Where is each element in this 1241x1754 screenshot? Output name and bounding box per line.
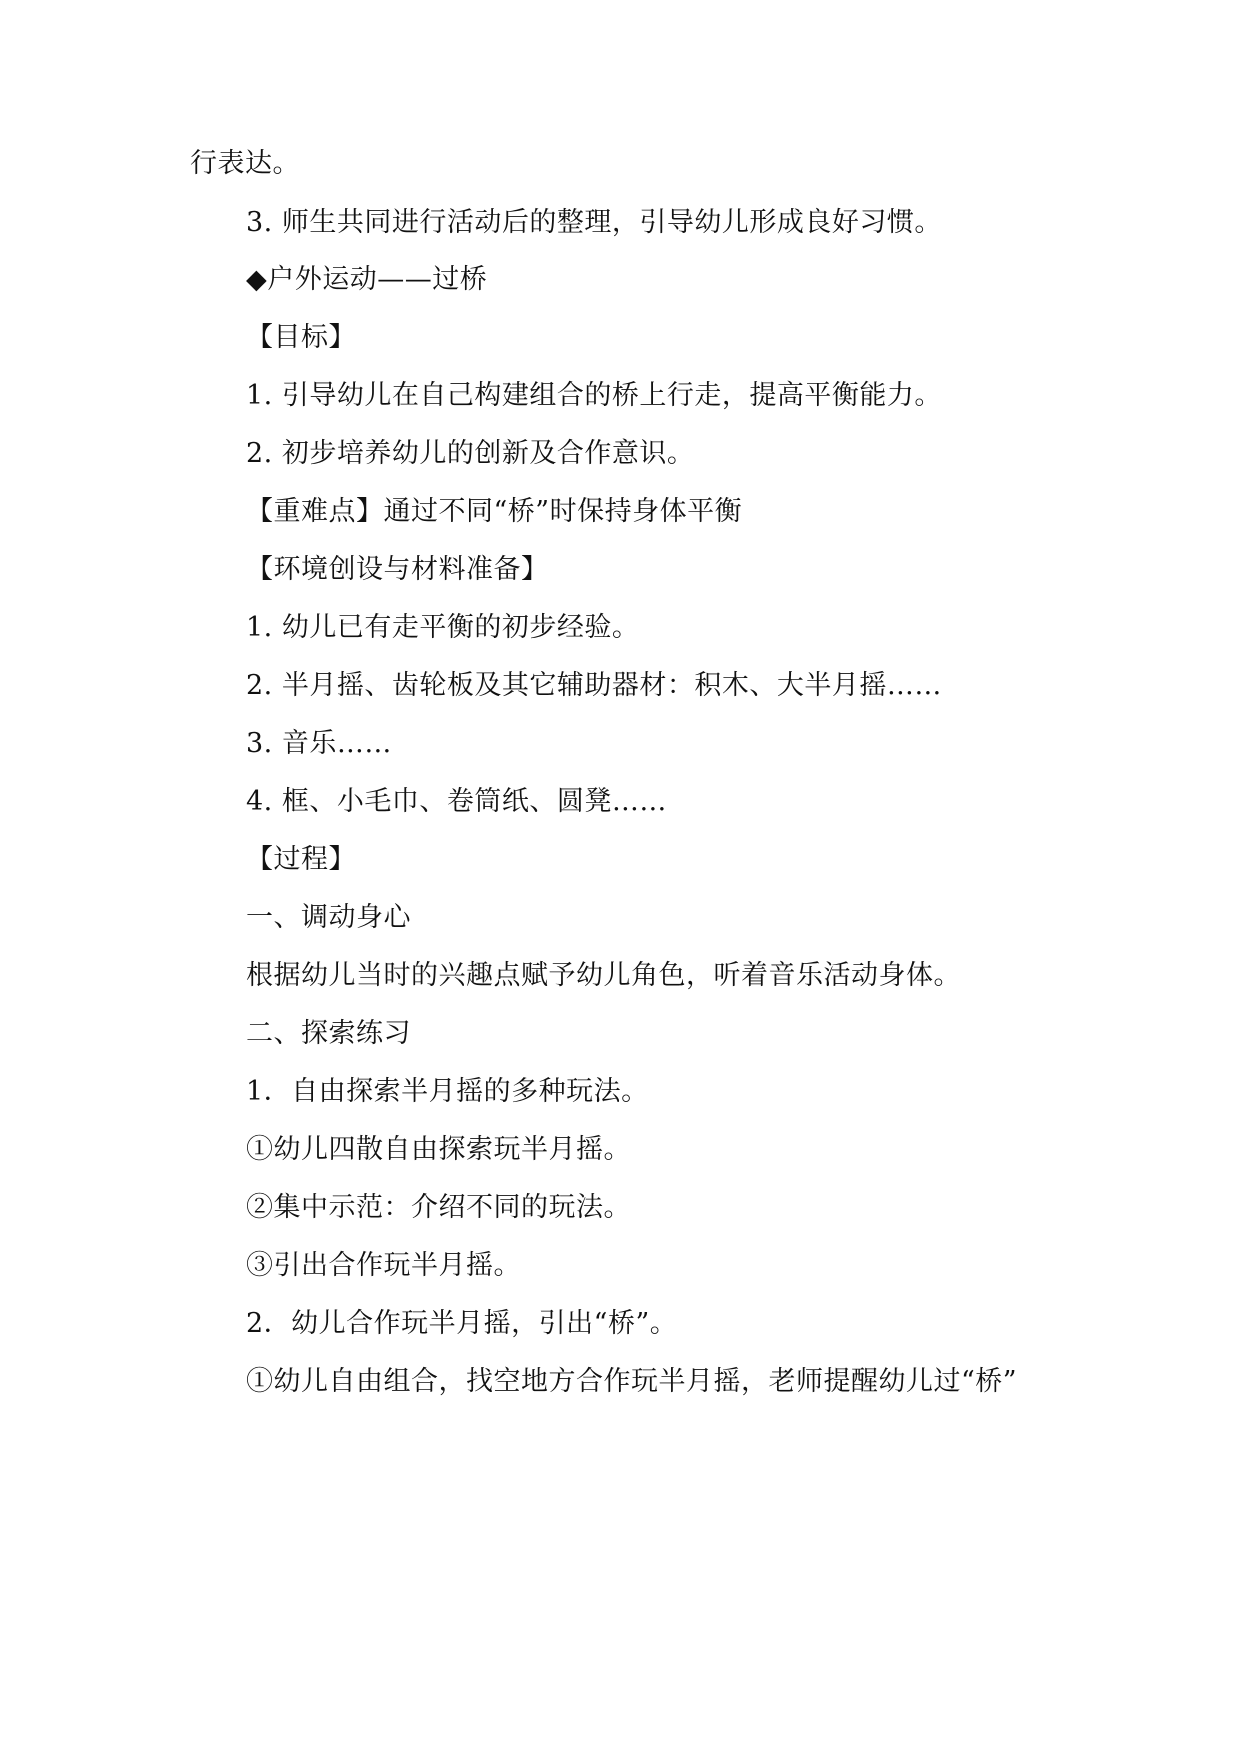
list-item: 1．自由探索半月摇的多种玩法。 [246, 1076, 649, 1107]
subsection-heading: 【重难点】通过不同“桥”时保持身体平衡 [246, 496, 743, 527]
list-item: 1. 幼儿已有走平衡的初步经验。 [246, 612, 640, 643]
list-item: 1. 引导幼儿在自己构建组合的桥上行走，提高平衡能力。 [246, 380, 942, 411]
subsection-heading: 【过程】 [246, 844, 356, 875]
list-item: 2. 半月摇、齿轮板及其它辅助器材：积木、大半月摇…… [246, 670, 942, 701]
list-item: ②集中示范：介绍不同的玩法。 [246, 1192, 631, 1223]
section-heading: ◆户外运动——过桥 [246, 264, 488, 295]
step-heading: 二、探索练习 [246, 1018, 411, 1049]
list-item: 4. 框、小毛巾、卷筒纸、圆凳…… [246, 786, 667, 817]
subsection-heading: 【目标】 [246, 322, 356, 353]
list-item: ①幼儿四散自由探索玩半月摇。 [246, 1134, 631, 1165]
list-item: 3. 音乐…… [246, 728, 392, 759]
paragraph-continuation: 行表达。 [190, 148, 300, 179]
list-item: 3. 师生共同进行活动后的整理，引导幼儿形成良好习惯。 [246, 207, 942, 238]
list-item: ③引出合作玩半月摇。 [246, 1250, 521, 1281]
list-item: 2. 初步培养幼儿的创新及合作意识。 [246, 438, 695, 469]
subsection-heading: 【环境创设与材料准备】 [246, 554, 549, 585]
paragraph: 根据幼儿当时的兴趣点赋予幼儿角色，听着音乐活动身体。 [246, 960, 961, 991]
step-heading: 一、调动身心 [246, 902, 411, 933]
list-item: ①幼儿自由组合，找空地方合作玩半月摇，老师提醒幼儿过“桥” [246, 1366, 1018, 1397]
list-item: 2．幼儿合作玩半月摇，引出“桥”。 [246, 1308, 678, 1339]
